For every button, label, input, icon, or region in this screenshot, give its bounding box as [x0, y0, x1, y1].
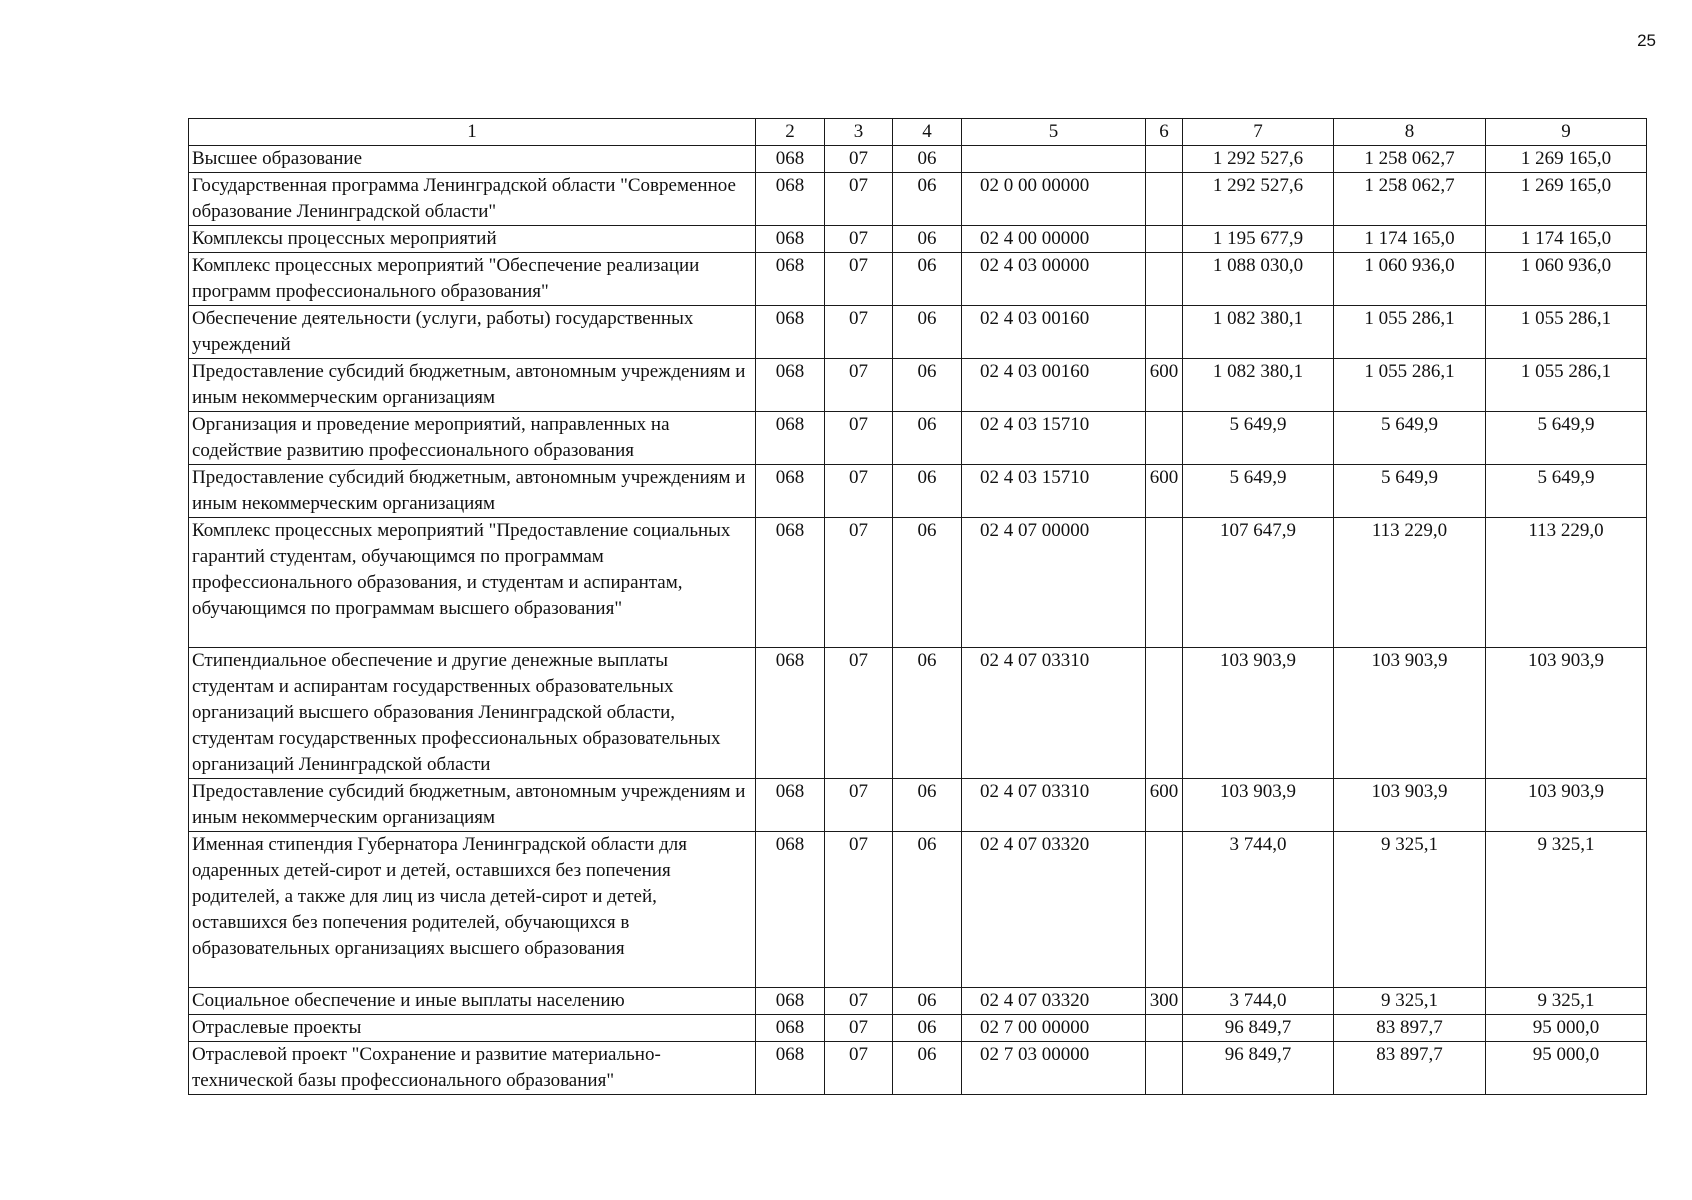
amount-col9-cell: 95 000,0: [1486, 1042, 1647, 1095]
table-row: [189, 146, 1647, 173]
subsection-code-cell: 06: [893, 832, 962, 988]
amount-col9-cell: 1 174 165,0: [1486, 226, 1647, 253]
section-code-cell: 07: [825, 226, 893, 253]
admin-code-cell: 068: [756, 412, 825, 465]
amount-col7-cell: 1 082 380,1: [1183, 359, 1334, 412]
admin-code-cell: 068: [756, 253, 825, 306]
target-article-cell: 02 4 07 03320: [962, 988, 1146, 1015]
admin-code-cell: 068: [756, 779, 825, 832]
amount-col9-cell: 1 055 286,1: [1486, 306, 1647, 359]
header-cell: 1: [189, 119, 756, 146]
amount-col9-cell: 113 229,0: [1486, 518, 1647, 648]
amount-col8-cell: 5 649,9: [1334, 412, 1486, 465]
expense-type-cell: [1146, 832, 1183, 988]
target-article-cell: [962, 146, 1146, 173]
amount-col9-cell: 1 269 165,0: [1486, 173, 1647, 226]
header-cell: 4: [893, 119, 962, 146]
target-article-cell: 02 4 07 03310: [962, 779, 1146, 832]
subsection-code-cell: 06: [893, 779, 962, 832]
subsection-code-cell: 06: [893, 306, 962, 359]
section-code-cell: 07: [825, 465, 893, 518]
expense-type-cell: [1146, 412, 1183, 465]
section-code-cell: 07: [825, 1042, 893, 1095]
table-row: [189, 988, 1647, 1015]
row-name-cell: Высшее образование: [189, 146, 756, 173]
section-code-cell: 07: [825, 779, 893, 832]
subsection-code-cell: 06: [893, 1042, 962, 1095]
admin-code-cell: 068: [756, 518, 825, 648]
header-cell: 5: [962, 119, 1146, 146]
amount-col7-cell: 1 292 527,6: [1183, 173, 1334, 226]
section-code-cell: 07: [825, 412, 893, 465]
admin-code-cell: 068: [756, 648, 825, 779]
section-code-cell: 07: [825, 173, 893, 226]
section-code-cell: 07: [825, 306, 893, 359]
admin-code-cell: 068: [756, 146, 825, 173]
expense-type-cell: 600: [1146, 779, 1183, 832]
amount-col8-cell: 1 174 165,0: [1334, 226, 1486, 253]
page-number: 25: [1637, 31, 1656, 50]
table-row: [189, 648, 1647, 779]
amount-col9-cell: 95 000,0: [1486, 1015, 1647, 1042]
admin-code-cell: 068: [756, 173, 825, 226]
admin-code-cell: 068: [756, 359, 825, 412]
header-row: [189, 119, 1647, 146]
expense-type-cell: [1146, 306, 1183, 359]
header-cell: 8: [1334, 119, 1486, 146]
section-code-cell: 07: [825, 648, 893, 779]
budget-table: [188, 118, 1647, 1095]
admin-code-cell: 068: [756, 465, 825, 518]
target-article-cell: 02 7 00 00000: [962, 1015, 1146, 1042]
row-name-cell: Предоставление субсидий бюджетным, автономным учреждениям и иным некоммерческим организациям: [189, 465, 756, 518]
amount-col8-cell: 103 903,9: [1334, 779, 1486, 832]
table-row: [189, 1042, 1647, 1095]
target-article-cell: 02 4 00 00000: [962, 226, 1146, 253]
amount-col8-cell: 1 060 936,0: [1334, 253, 1486, 306]
expense-type-cell: [1146, 1015, 1183, 1042]
amount-col9-cell: 5 649,9: [1486, 412, 1647, 465]
amount-col7-cell: 1 088 030,0: [1183, 253, 1334, 306]
expense-type-cell: [1146, 226, 1183, 253]
expense-type-cell: [1146, 648, 1183, 779]
amount-col9-cell: 103 903,9: [1486, 648, 1647, 779]
row-name-cell: Предоставление субсидий бюджетным, автономным учреждениям и иным некоммерческим организациям: [189, 359, 756, 412]
header-cell: 6: [1146, 119, 1183, 146]
amount-col9-cell: 9 325,1: [1486, 988, 1647, 1015]
subsection-code-cell: 06: [893, 518, 962, 648]
target-article-cell: 02 4 03 15710: [962, 412, 1146, 465]
row-name-cell: Комплекс процессных мероприятий "Обеспечение реализации программ профессионального образования": [189, 253, 756, 306]
table-row: [189, 465, 1647, 518]
target-article-cell: 02 4 03 15710: [962, 465, 1146, 518]
target-article-cell: 02 7 03 00000: [962, 1042, 1146, 1095]
expense-type-cell: [1146, 146, 1183, 173]
header-cell: 3: [825, 119, 893, 146]
section-code-cell: 07: [825, 146, 893, 173]
amount-col7-cell: 3 744,0: [1183, 988, 1334, 1015]
amount-col8-cell: 9 325,1: [1334, 832, 1486, 988]
table-row: [189, 518, 1647, 648]
target-article-cell: 02 4 07 03320: [962, 832, 1146, 988]
subsection-code-cell: 06: [893, 1015, 962, 1042]
expense-type-cell: 600: [1146, 359, 1183, 412]
amount-col7-cell: 5 649,9: [1183, 412, 1334, 465]
row-name-cell: Комплексы процессных мероприятий: [189, 226, 756, 253]
section-code-cell: 07: [825, 253, 893, 306]
table-row: [189, 832, 1647, 988]
amount-col9-cell: 1 269 165,0: [1486, 146, 1647, 173]
amount-col7-cell: 107 647,9: [1183, 518, 1334, 648]
subsection-code-cell: 06: [893, 173, 962, 226]
section-code-cell: 07: [825, 832, 893, 988]
admin-code-cell: 068: [756, 1042, 825, 1095]
table-row: [189, 1015, 1647, 1042]
table-row: [189, 779, 1647, 832]
expense-type-cell: [1146, 173, 1183, 226]
amount-col9-cell: 1 060 936,0: [1486, 253, 1647, 306]
amount-col7-cell: 96 849,7: [1183, 1015, 1334, 1042]
subsection-code-cell: 06: [893, 412, 962, 465]
target-article-cell: 02 4 03 00160: [962, 306, 1146, 359]
amount-col8-cell: 103 903,9: [1334, 648, 1486, 779]
amount-col9-cell: 1 055 286,1: [1486, 359, 1647, 412]
row-name-cell: Отраслевой проект "Сохранение и развитие материально-технической базы профессионального образования": [189, 1042, 756, 1095]
subsection-code-cell: 06: [893, 988, 962, 1015]
admin-code-cell: 068: [756, 832, 825, 988]
subsection-code-cell: 06: [893, 146, 962, 173]
amount-col7-cell: 5 649,9: [1183, 465, 1334, 518]
target-article-cell: 02 4 07 00000: [962, 518, 1146, 648]
admin-code-cell: 068: [756, 306, 825, 359]
table-body: [189, 146, 1647, 1095]
amount-col7-cell: 103 903,9: [1183, 779, 1334, 832]
amount-col7-cell: 1 082 380,1: [1183, 306, 1334, 359]
amount-col7-cell: 103 903,9: [1183, 648, 1334, 779]
table-row: [189, 173, 1647, 226]
amount-col7-cell: 96 849,7: [1183, 1042, 1334, 1095]
expense-type-cell: [1146, 518, 1183, 648]
row-name-cell: Отраслевые проекты: [189, 1015, 756, 1042]
row-name-cell: Именная стипендия Губернатора Ленинградской области для одаренных детей-сирот и детей, оставшихся без попечения родителей, а также для лиц из числа детей-сирот и детей, оставшихся без попечения родителей, обучающихся в образовательных организациях высшего образования: [189, 832, 756, 988]
expense-type-cell: [1146, 253, 1183, 306]
header-cell: 2: [756, 119, 825, 146]
subsection-code-cell: 06: [893, 226, 962, 253]
section-code-cell: 07: [825, 988, 893, 1015]
row-name-cell: Организация и проведение мероприятий, направленных на содействие развитию профессионального образования: [189, 412, 756, 465]
table-row: [189, 306, 1647, 359]
amount-col8-cell: 83 897,7: [1334, 1015, 1486, 1042]
target-article-cell: 02 4 03 00160: [962, 359, 1146, 412]
section-code-cell: 07: [825, 518, 893, 648]
section-code-cell: 07: [825, 1015, 893, 1042]
expense-type-cell: 300: [1146, 988, 1183, 1015]
row-name-cell: Социальное обеспечение и иные выплаты населению: [189, 988, 756, 1015]
row-name-cell: Предоставление субсидий бюджетным, автономным учреждениям и иным некоммерческим организациям: [189, 779, 756, 832]
amount-col8-cell: 9 325,1: [1334, 988, 1486, 1015]
amount-col8-cell: 1 055 286,1: [1334, 306, 1486, 359]
amount-col8-cell: 1 258 062,7: [1334, 146, 1486, 173]
admin-code-cell: 068: [756, 988, 825, 1015]
amount-col8-cell: 113 229,0: [1334, 518, 1486, 648]
subsection-code-cell: 06: [893, 253, 962, 306]
table-row: [189, 412, 1647, 465]
subsection-code-cell: 06: [893, 648, 962, 779]
table-row: [189, 226, 1647, 253]
amount-col9-cell: 103 903,9: [1486, 779, 1647, 832]
subsection-code-cell: 06: [893, 359, 962, 412]
amount-col9-cell: 9 325,1: [1486, 832, 1647, 988]
table-row: [189, 359, 1647, 412]
amount-col8-cell: 83 897,7: [1334, 1042, 1486, 1095]
amount-col8-cell: 5 649,9: [1334, 465, 1486, 518]
target-article-cell: 02 4 07 03310: [962, 648, 1146, 779]
row-name-cell: Обеспечение деятельности (услуги, работы) государственных учреждений: [189, 306, 756, 359]
amount-col7-cell: 3 744,0: [1183, 832, 1334, 988]
table-row: [189, 253, 1647, 306]
subsection-code-cell: 06: [893, 465, 962, 518]
row-name-cell: Государственная программа Ленинградской области "Современное образование Ленинградской области": [189, 173, 756, 226]
section-code-cell: 07: [825, 359, 893, 412]
amount-col8-cell: 1 258 062,7: [1334, 173, 1486, 226]
amount-col9-cell: 5 649,9: [1486, 465, 1647, 518]
target-article-cell: 02 0 00 00000: [962, 173, 1146, 226]
admin-code-cell: 068: [756, 226, 825, 253]
amount-col7-cell: 1 292 527,6: [1183, 146, 1334, 173]
expense-type-cell: 600: [1146, 465, 1183, 518]
expense-type-cell: [1146, 1042, 1183, 1095]
amount-col8-cell: 1 055 286,1: [1334, 359, 1486, 412]
header-cell: 9: [1486, 119, 1647, 146]
admin-code-cell: 068: [756, 1015, 825, 1042]
row-name-cell: Комплекс процессных мероприятий "Предоставление социальных гарантий студентам, обучающимся по программам профессионального образования, и студентам и аспирантам, обучающимся по программам высшего образования": [189, 518, 756, 648]
row-name-cell: Стипендиальное обеспечение и другие денежные выплаты студентам и аспирантам государственных образовательных организаций высшего образования Ленинградской области, студентам государственных профессиональных образовательных организаций Ленинградской области: [189, 648, 756, 779]
header-cell: 7: [1183, 119, 1334, 146]
amount-col7-cell: 1 195 677,9: [1183, 226, 1334, 253]
target-article-cell: 02 4 03 00000: [962, 253, 1146, 306]
